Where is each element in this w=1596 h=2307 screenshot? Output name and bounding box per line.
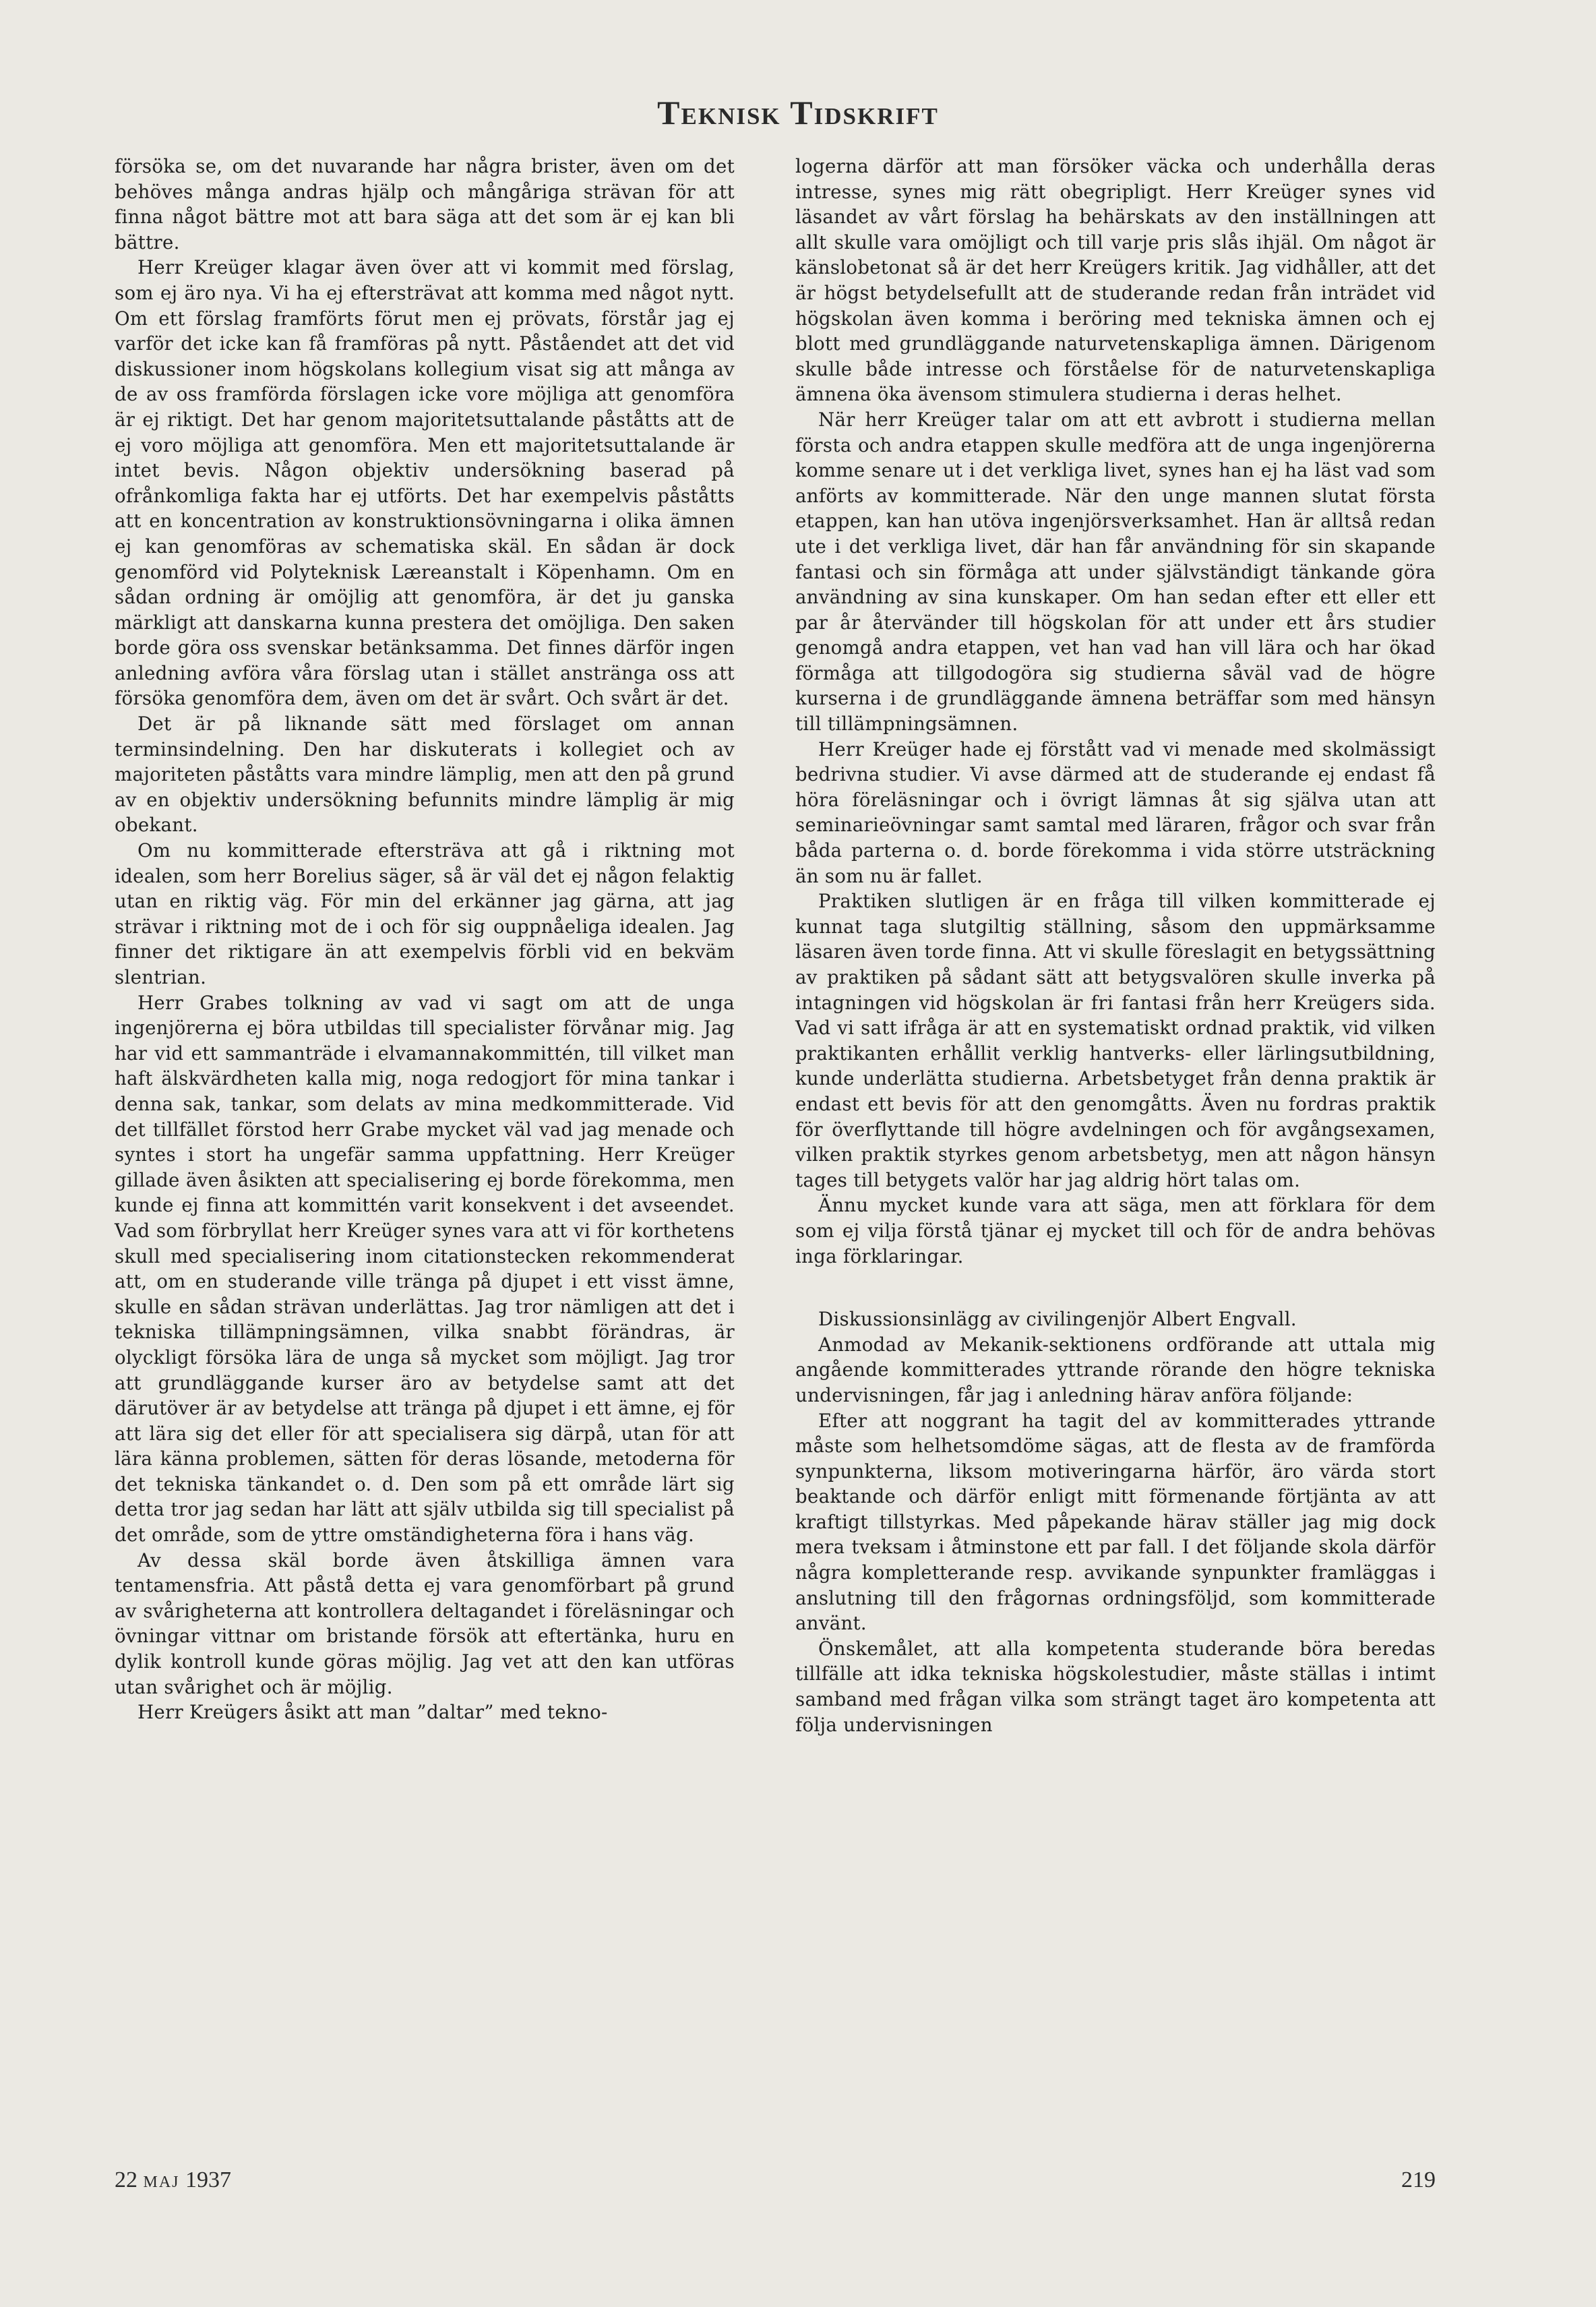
masthead-title: Teknisk Tidskrift — [657, 94, 939, 131]
paragraph: Önskemålet, att alla kompetenta studerande böra beredas tillfälle att idka tekniska högskolestudier, måste ställas i intimt samband med frågan vilka som strängt taget äro kompetenta att följa undervisningen — [795, 1637, 1436, 1736]
paragraph: Det är på liknande sätt med förslaget om annan terminsindelning. Den har diskuterats i kollegiet och av majoriteten påståtts vara mindre lämplig, men att den på grund av en objektiv undersökning befunnits mindre lämplig är mig obekant. — [115, 713, 735, 837]
footer-day: 22 — [115, 2167, 137, 2192]
right-column — [795, 154, 1436, 1737]
paragraph: försöka se, om det nuvarande har några brister, även om det behöves många andras hjälp och mångåriga strävan för att finna något bättre mot att bara säga att det som är ej kan bli bättre. — [115, 155, 735, 253]
footer-month: maj — [143, 2167, 180, 2192]
paragraph: Herr Kreügers åsikt att man ”daltar” med tekno- — [137, 1701, 608, 1724]
paragraph: logerna därför att man försöker väcka och underhålla deras intresse, synes mig rätt obegripligt. Herr Kreüger synes vid läsandet av vårt förslag ha behärskats av den inställningen att allt skulle vara omöjligt och till varje pris slås ihjäl. Om något är känslobetonat så är det herr Kreügers kritik. Jag vidhåller, att det är högst betydelsefullt att de studerande redan från inträdet vid högskolan även komma i beröring med tekniska ämnen och ej blott med grundläggande naturvetenskapliga ämnen. Därigenom skulle både intresse och förståelse för de naturvetenskapliga ämnena öka ävensom stimulera studierna i deras helhet. — [795, 155, 1436, 406]
footer-date — [115, 2167, 231, 2193]
paragraph: Praktiken slutligen är en fråga till vilken kommitterade ej kunnat taga slutgiltig ställning, såsom den uppmärksamme läsaren även torde finna. Att vi skulle föreslagit en betygssättning av praktiken på sådant sätt att betygsvalören skulle inverka på intagningen vid högskolan är fri fantasi från herr Kreügers sida. Vad vi satt ifråga är att en systematiskt ordnad praktik, vid vilken praktikanten erhållit verklig hantverks- eller lärlingsutbildning, kunde underlätta studierna. Arbetsbetyget från denna praktik är endast ett bevis för att den genomgåtts. Även nu fordras praktik för överflyttande till högre avdelningen och för avgångsexamen, vilken praktik styrkes genom arbetsbetyg, men att någon hänsyn tages till betygets valör har jag aldrig hört talas om. — [795, 890, 1436, 1191]
paragraph: När herr Kreüger talar om att ett avbrott i studierna mellan första och andra etappen skulle medföra att de unga ingenjörerna komme senare ut i det verkliga livet, synes han ej ha läst vad som anförts av kommitterade. När den unge mannen slutat första etappen, kan han utöva ingenjörsverksamhet. Han är alltså redan ute i det verkliga livet, där han får användning för sin skapande fantasi och sin förmåga att under självständigt tänkande göra användning av sina kunskaper. Om han sedan efter ett eller ett par år återvänder till högskolan för att under ett års studier genomgå andra etappen, vet han vad han vill lära och har ökad förmåga att tillgodogöra sig studierna såväl vad de högre kurserna i de grundläggande ämnena beträffar som med hänsyn till tillämpningsämnen. — [795, 408, 1436, 736]
left-column — [115, 154, 735, 1725]
paragraph: Efter att noggrant ha tagit del av kommitterades yttrande måste som helhetsomdöme sägas, att de flesta av de framförda synpunkterna, liksom motiveringarna härför, äro värda stort beaktande och därför enligt mitt förmenande förtjänta av att kraftigt tillstyrkas. Med påpekande härav ställer jag mig dock mera tveksam i åtminstone ett par fall. I det följande skola därför några kompletterande resp. avvikande synpunkter framläggas i anslutning till den frågornas ordningsföljd, som kommitterade använt. — [795, 1409, 1436, 1635]
paragraph: Herr Grabes tolkning av vad vi sagt om att de unga ingenjörerna ej böra utbildas till specialister förvånar mig. Jag har vid ett sammanträde i elvamannakommittén, till vilket man haft älskvärdheten kalla mig, noga redogjort för mina tankar i denna sak, tankar, som delats av mina medkommitterade. Vid det tillfället förstod herr Grabe mycket väl vad jag menade och syntes i stort ha ungefär samma uppfattning. Herr Kreüger gillade även åsikten att specialisering ej borde förekomma, men kunde ej finna att kommittén varit konsekvent i det avseendet. Vad som förbryllat herr Kreüger synes vara att vi för korthetens skull med specialisering inom citationstecken rekommenderat att, om en studerande ville tränga på djupet i ett visst ämne, skulle en sådan strävan underlättas. Jag tror nämligen att det i tekniska tillämpningsämnen, vilka snabbt förändras, är olyckligt försöka lära de unga så mycket som möjligt. Jag tror att grundläggande kurser äro av betydelse samt att det därutöver är av betydelse att tränga på djupet i ett ämne, ej för att lära sig det eller för att specialisera sig därpå, utan för att lära känna problemen, sätten för deras lösande, metoderna för det tekniska tänkandet o. d. Den som på ett område lärt sig detta tror jag sedan har lätt att själv utbilda sig till specialist på det område, som de yttre omständigheterna föra i hans väg. — [115, 991, 735, 1547]
footer-year: 1937 — [185, 2167, 232, 2192]
paragraph: Ännu mycket kunde vara att säga, men att förklara för dem som ej vilja förstå tjänar ej mycket till och för de andra behövas inga förklaringar. — [795, 1194, 1436, 1267]
paragraph: Anmodad av Mekanik-sektionens ordförande att uttala mig angående kommitterades yttrande rörande den högre tekniska undervisningen, får jag i anledning härav anföra följande: — [795, 1333, 1436, 1406]
page-number: 219 — [1401, 2167, 1436, 2192]
paragraph: Herr Kreüger klagar även över att vi kommit med förslag, som ej äro nya. Vi ha ej eftersträvat att komma med något nytt. Om ett förslag framförts förut men ej prövats, förstår jag ej varför det icke kan få framföras på nytt. Påståendet att det vid diskussioner inom högskolans kollegium visat sig att många av de av oss framförda förslagen icke vore möjliga att genomföra är ej riktigt. Det har genom majoritetsuttalande påståtts att de ej voro möjliga att genomföra. Men ett majoritetsuttalande är intet bevis. Någon objektiv undersökning baserad på ofrånkomliga fakta har ej utförts. Det har exempelvis påståtts att en koncentration av konstruktionsövningarna i olika ämnen ej kan genomföras av schematiska skäl. En sådan är dock genomförd vid Polyteknisk Læreanstalt i Köpenhamn. Om en sådan ordning är omöjlig att genomföra, är det ju ganska märkligt att danskarna kunna prestera det omöjliga. Den saken borde göra oss svenskar betänksamma. Det finnes därför ingen anledning avföra våra förslag utan i stället anstränga oss att försöka genomföra dem, även om det är svårt. Och svårt är det. — [115, 256, 735, 710]
section-heading: Diskussionsinlägg av civilingenjör Albert Engvall. — [818, 1308, 1297, 1331]
paragraph: Herr Kreüger hade ej förstått vad vi menade med skolmässigt bedrivna studier. Vi avse därmed att de studerande ej endast få höra föreläsningar och i övrigt lämnas åt sig själva utan att seminarieövningar samt samtal med läraren, frågor och svar från båda parterna o. d. borde förekomma i vida större utsträckning än som nu är fallet. — [795, 738, 1436, 887]
paragraph: Av dessa skäl borde även åtskilliga ämnen vara tentamensfria. Att påstå detta ej vara genomförbart på grund av svårigheterna att kontrollera deltagandet i föreläsningar och övningar vittnar om bristande försök att eftertänka, huru en dylik kontroll kunde göras möjlig. Jag vet att den kan utföras utan svårighet och är möjlig. — [115, 1549, 735, 1698]
paragraph: Om nu kommitterade eftersträva att gå i riktning mot idealen, som herr Borelius säger, så är väl det ej någon felaktig utan en riktig väg. För min del erkänner jag gärna, att jag strävar i riktning mot de i och för sig ouppnåeliga idealen. Jag finner det riktigare än att exempelvis förbli vid en bekväm slentrian. — [115, 839, 735, 988]
